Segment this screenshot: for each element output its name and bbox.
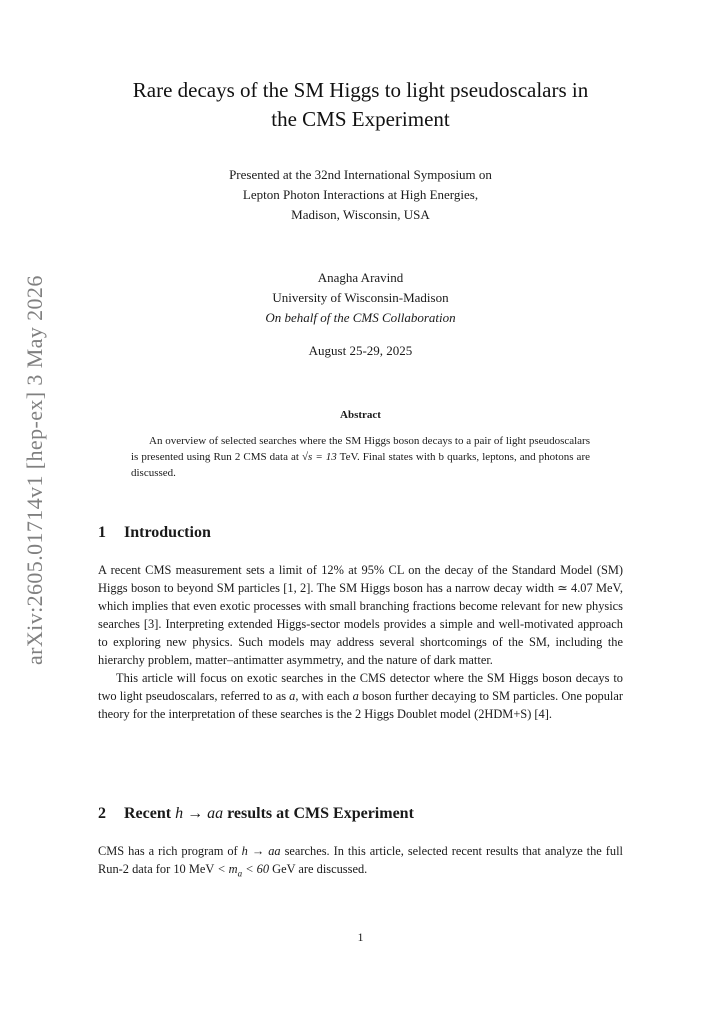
title-line-1: Rare decays of the SM Higgs to light pseudoscalars in (132, 78, 589, 102)
section-2-body (98, 842, 623, 882)
author-block (98, 268, 623, 328)
collaboration: On behalf of the CMS Collaboration (265, 310, 456, 325)
title-line-2: the CMS Experiment (271, 107, 450, 131)
presented-line-3: Madison, Wisconsin, USA (291, 207, 430, 222)
presented-line-1: Presented at the 32nd International Symposium on (229, 167, 492, 182)
presented-at (98, 165, 623, 225)
page-number: 1 (357, 930, 364, 944)
paper-title (98, 76, 623, 134)
section-title: Introduction (124, 524, 211, 541)
h-to-aa-math: h → aa (175, 805, 224, 822)
sqrt-s-math: √s = 13 (301, 451, 337, 463)
arxiv-identifier: arXiv:2605.01714v1 [hep-ex] 3 May 2026 (22, 275, 47, 665)
section-number: 2 (98, 805, 106, 822)
abstract-heading: Abstract (340, 409, 381, 421)
abstract-text: An overview of selected searches where the SM Higgs boson decays to a pair of light pseudoscalars is presented using Run 2 CMS data at √s = 13 TeV. Final states with b quarks, leptons, and photons are discussed. (131, 435, 590, 479)
section-2-heading: 2 Recent h → aa results at CMS Experiment (98, 805, 414, 822)
section-1-body (98, 561, 623, 723)
paragraph-3: CMS has a rich program of h → aa searches. In this article, selected recent results that analyze the full Run-2 data for 10 MeV < $m_a < 60$ GeV are discussed. (98, 844, 623, 879)
author-affiliation: University of Wisconsin-Madison (272, 290, 449, 305)
section-number: 1 (98, 524, 106, 541)
section-1-heading (98, 524, 623, 542)
paragraph-1: A recent CMS measurement sets a limit of 12% at 95% CL on the decay of the Standard Model (SM) Higgs boson to beyond SM particles [1, 2]. The SM Higgs boson has a narrow decay width ≃ 4.07 MeV, which implies that even exotic processes with small branching fractions become relevant for new physics searches [3]. Interpreting extended Higgs-sector models provides a simple and well-motivated approach to exploring new physics. Such models may address several shortcomings of the SM, including the hierarchy problem, matter–antimatter asymmetry, and the nature of dark matter. (98, 563, 623, 667)
presented-line-2: Lepton Photon Interactions at High Energies, (242, 187, 479, 202)
abstract (131, 433, 590, 481)
paragraph-2: This article will focus on exotic searches in the CMS detector where the SM Higgs boson decays to two light pseudoscalars, referred to as a, with each a boson further decaying to SM particles. One popular theory for the interpretation of these searches is the 2 Higgs Doublet model (2HDM+S) [4]. (98, 671, 623, 721)
conference-date: August 25-29, 2025 (308, 343, 413, 358)
author-name: Anagha Aravind (317, 270, 404, 285)
